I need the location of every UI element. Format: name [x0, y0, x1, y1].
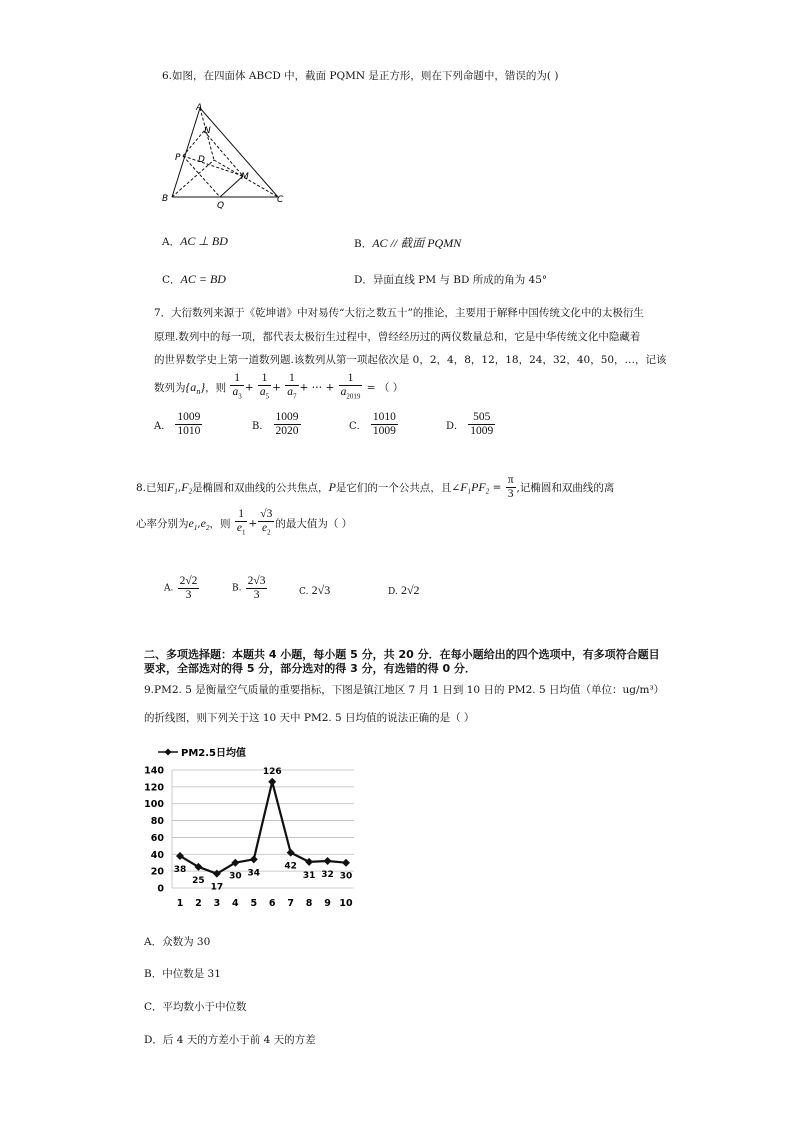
- q7-term-a7: $\frac{1}{a_7}$: [287, 372, 297, 401]
- vertex-c-label: C: [277, 195, 284, 205]
- q6-option-d[interactable]: D．异面直线 PM 与 BD 所成的角为 45°: [354, 274, 548, 286]
- data-point: [250, 855, 258, 863]
- section2-heading-line-2: 要求，全部选对的得 5 分，部分选对的得 3 分，有选错的得 0 分．: [144, 662, 476, 675]
- y-tick-label: 100: [144, 799, 164, 811]
- x-tick-label: 7: [287, 898, 294, 909]
- vertex-d-label: D: [198, 155, 205, 165]
- vertex-q-label: Q: [217, 201, 225, 211]
- y-tick-label: 140: [144, 765, 164, 777]
- vertex-p-label: P: [175, 153, 181, 163]
- data-label: 34: [247, 868, 261, 879]
- q7-line-1: 7．大衍数列来源于《乾坤谱》中对易传“大衍之数五十”的推论，主要用于解释中国传统文化中的太极衍生: [154, 307, 644, 319]
- data-label: 126: [262, 766, 282, 777]
- data-point: [342, 859, 350, 867]
- q7-line-4: 数列为$\{a_n\}$，则 $\frac{1}{a_3}$ + $\frac{1}{a_5}$ + $\frac{1}{a_7}$ + ⋯ + $\frac{1}{a_{2019}}$ = （ ）: [154, 372, 403, 403]
- data-label: 30: [229, 871, 242, 882]
- data-label: 38: [173, 864, 187, 875]
- q8-option-a[interactable]: A. $\frac{2√2}{3}$: [164, 575, 198, 601]
- vertex-b-label: B: [162, 194, 169, 204]
- q7-term-a3: $\frac{1}{a_3}$: [232, 372, 242, 401]
- q7-line-3: 的世界数学史上第一道数列题.该数列从第一项起依次是 0，2，4，8，12，18，24，32，40，50，…，记该: [154, 354, 667, 366]
- q7-term-a2019: $\frac{1}{a_{2019}}$: [340, 372, 361, 401]
- x-tick-label: 9: [324, 898, 331, 909]
- q6-option-c[interactable]: C．AC = BD: [162, 272, 226, 286]
- q8-option-c[interactable]: C. 2√3: [299, 583, 331, 597]
- q7-line-2: 原理.数列中的每一项，都代表太极衍生过程中，曾经经历过的两仪数量总和，它是中华传统文化中隐藏着: [154, 331, 641, 343]
- data-label: 30: [339, 871, 353, 882]
- y-tick-label: 80: [150, 816, 164, 828]
- q9-option-d[interactable]: D．后 4 天的方差小于前 4 天的方差: [144, 1034, 316, 1046]
- q6-stem: 6.如图，在四面体 ABCD 中，截面 PQMN 是正方形，则在下列命题中，错误的为( ): [162, 70, 559, 82]
- data-label: 25: [192, 875, 205, 886]
- data-label: 31: [302, 870, 316, 881]
- q9-option-a[interactable]: A．众数为 30: [144, 936, 211, 948]
- q9-option-c[interactable]: C．平均数小于中位数: [144, 1001, 247, 1013]
- y-tick-label: 40: [150, 849, 164, 861]
- y-tick-label: 0: [157, 883, 164, 895]
- q9-option-b[interactable]: B．中位数是 31: [144, 968, 221, 980]
- q6-option-b[interactable]: B．AC // 截面 PQMN: [354, 236, 462, 250]
- section2-heading-line-1: 二、多项选择题：本题共 4 小题，每小题 5 分，共 20 分．在每小题给出的四个选项中，有多项符合题目: [144, 648, 660, 661]
- q9-line-2: 的折线图，则下列关于这 10 天中 PM2. 5 日均值的说法正确的是（ ）: [144, 712, 475, 724]
- q7-option-c[interactable]: C． $\frac{1010}{1009}$: [349, 411, 396, 437]
- y-tick-label: 120: [144, 782, 164, 794]
- q8-option-d[interactable]: D. 2√2: [388, 583, 420, 597]
- q8-option-b[interactable]: B. $\frac{2√3}{3}$: [232, 575, 266, 601]
- x-tick-label: 1: [176, 898, 184, 909]
- x-tick-label: 5: [250, 898, 258, 909]
- q7-option-d[interactable]: D． $\frac{505}{1009}$: [446, 411, 494, 437]
- x-tick-label: 2: [195, 898, 202, 909]
- x-tick-label: 6: [268, 898, 276, 909]
- vertex-m-label: M: [241, 172, 249, 182]
- x-tick-label: 10: [339, 898, 353, 909]
- x-tick-label: 8: [305, 898, 313, 909]
- q7-term-a5: $\frac{1}{a_5}$: [259, 372, 270, 401]
- q8-line-2: 心率分别为$e_1,e_2$，则 $\frac{1}{e_1}$ + $\frac{√3}{e_2}$ 的最大值为（ ）: [136, 508, 353, 537]
- q6-option-a[interactable]: A．AC ⊥ BD: [162, 234, 228, 248]
- tetrahedron-figure: [158, 100, 288, 212]
- vertex-n-label: N: [204, 126, 211, 136]
- x-tick-label: 3: [213, 898, 221, 909]
- q7-option-b[interactable]: B． $\frac{1009}{2020}$: [252, 411, 299, 437]
- data-point: [324, 857, 332, 865]
- legend-label: PM2.5日均值: [181, 748, 246, 759]
- data-point: [268, 778, 276, 786]
- pm25-line-chart: [140, 740, 380, 912]
- x-tick-label: 4: [232, 898, 239, 909]
- y-tick-label: 20: [150, 866, 164, 878]
- vertex-a-label: A: [196, 103, 203, 113]
- data-point: [305, 858, 313, 866]
- q9-line-1: 9.PM2. 5 是衡量空气质量的重要指标，下图是镇江地区 7 月 1 日到 10 日的 PM2. 5 日均值（单位：ug/m³）: [144, 684, 665, 696]
- q7-option-a[interactable]: A． $\frac{1009}{1010}$: [154, 411, 201, 437]
- q8-line-1: 8.已知$F_1,F_2$是椭圆和双曲线的公共焦点，P是它们的一个公共点，且$\angle F_1PF_2$ = $\frac{\pi}{3}$ ,记椭圆和双曲线的离: [136, 474, 615, 500]
- data-label: 42: [284, 861, 297, 872]
- series-line: [180, 782, 346, 874]
- y-tick-label: 60: [150, 832, 164, 844]
- data-label: 17: [210, 882, 224, 893]
- data-label: 32: [321, 870, 334, 881]
- data-point: [287, 849, 295, 857]
